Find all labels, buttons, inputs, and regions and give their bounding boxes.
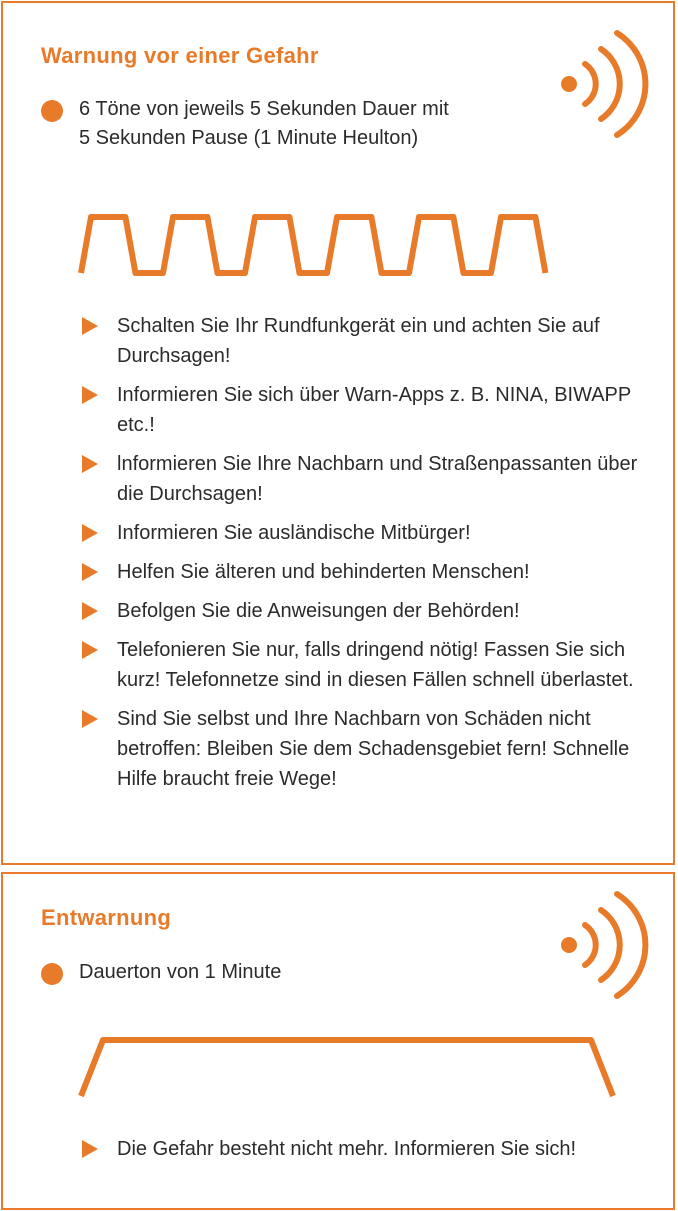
list-item — [79, 518, 639, 548]
warning-title: Warnung vor einer Gefahr — [41, 43, 319, 68]
bullet-triangle-icon — [82, 641, 98, 659]
tone-line: Dauerton von 1 Minute — [79, 961, 282, 983]
list-item — [79, 596, 639, 626]
list-item — [79, 311, 639, 371]
list-item — [79, 635, 639, 695]
bullet-dot-icon — [41, 963, 63, 985]
list-item — [79, 1134, 639, 1164]
allclear-title: Entwarnung — [41, 905, 172, 930]
warning-siren-waveform — [77, 211, 577, 281]
tone-line: 5 Sekunden Pause (1 Minute Heulton) — [79, 127, 419, 149]
list-item — [79, 380, 639, 440]
list-item — [79, 449, 639, 509]
list-item — [79, 557, 639, 587]
bullet-triangle-icon — [82, 602, 98, 620]
list-item — [79, 704, 639, 794]
instruction-text: lnformieren Sie Ihre Nachbarn und Straßenpassanten über die Durchsagen! — [117, 453, 638, 505]
siren-signal-icon — [555, 25, 655, 143]
bullet-triangle-icon — [82, 710, 98, 728]
warning-instructions-list — [79, 311, 639, 803]
waveform-line — [81, 1040, 613, 1096]
instruction-text: Die Gefahr besteht nicht mehr. Informieren Sie sich! — [117, 1138, 577, 1160]
instruction-text: Informieren Sie ausländische Mitbürger! — [117, 522, 471, 544]
bullet-triangle-icon — [82, 563, 98, 581]
bullet-triangle-icon — [82, 317, 98, 335]
bullet-dot-icon — [41, 100, 63, 122]
waveform-line — [81, 217, 545, 273]
instruction-text: Schalten Sie Ihr Rundfunkgerät ein und achten Sie auf Durchsagen! — [117, 315, 600, 367]
bullet-triangle-icon — [82, 386, 98, 404]
instruction-text: Helfen Sie älteren und behinderten Menschen! — [117, 561, 530, 583]
tone-line: 6 Töne von jeweils 5 Sekunden Dauer mit — [79, 98, 449, 120]
bullet-triangle-icon — [82, 455, 98, 473]
allclear-siren-waveform — [77, 1034, 617, 1104]
siren-signal-icon — [555, 886, 655, 1004]
instruction-text: Befolgen Sie die Anweisungen der Behörden! — [117, 600, 520, 622]
bullet-triangle-icon — [82, 1140, 98, 1158]
instruction-text: Sind Sie selbst und Ihre Nachbarn von Schäden nicht betroffen: Bleiben Sie dem Schadensgebiet fern! Schnelle Hilfe braucht freie Wege! — [117, 708, 630, 790]
warning-panel — [1, 1, 675, 865]
instruction-text: Telefonieren Sie nur, falls dringend nötig! Fassen Sie sich kurz! Telefonnetze sind in diesen Fällen schnell überlastet. — [117, 639, 634, 691]
allclear-instructions-list — [79, 1134, 639, 1173]
allclear-panel — [1, 872, 675, 1210]
bullet-triangle-icon — [82, 524, 98, 542]
instruction-text: Informieren Sie sich über Warn-Apps z. B. NINA, BIWAPP etc.! — [117, 384, 631, 436]
